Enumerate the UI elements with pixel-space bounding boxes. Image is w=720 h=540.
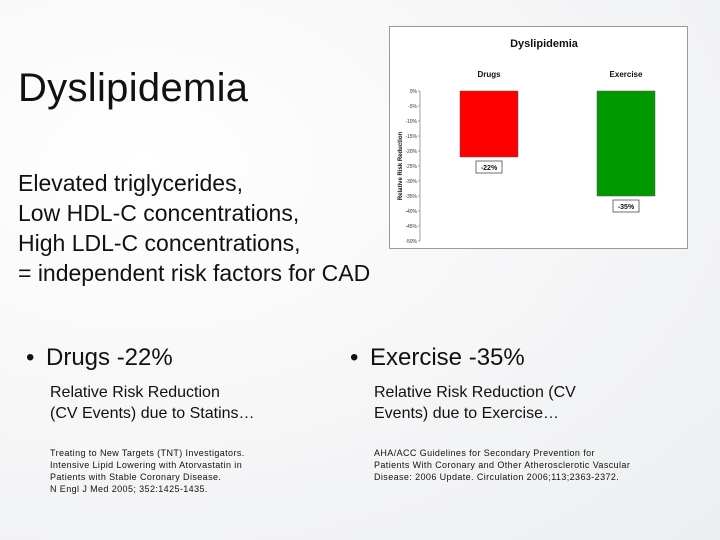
intro-line: High LDL-C concentrations, — [18, 230, 301, 256]
bar — [597, 91, 655, 196]
drugs-column — [26, 344, 326, 495]
bullet-dot: • — [26, 344, 35, 371]
y-axis-label: Relative Risk Reduction — [398, 131, 404, 201]
slide-title: Dyslipidemia — [18, 66, 249, 110]
reference-line: Patients with Stable Coronary Disease. — [50, 472, 222, 482]
description-line: Relative Risk Reduction (CV — [374, 384, 576, 401]
description-line: (CV Events) due to Statins… — [50, 405, 255, 422]
intro-line: Elevated triglycerides, — [18, 170, 243, 196]
y-tick-label: -10% — [405, 118, 417, 125]
y-tick-label: -20% — [405, 148, 417, 155]
intro-line: Low HDL-C concentrations, — [18, 200, 300, 226]
exercise-reference — [374, 447, 690, 483]
category-label: Exercise — [609, 70, 643, 79]
reference-line: N Engl J Med 2005; 352:1425-1435. — [50, 484, 208, 494]
reference-line: Disease: 2006 Update. Circulation 2006;113;2363-2372. — [374, 472, 620, 482]
description-line: Relative Risk Reduction — [50, 384, 220, 401]
y-tick-label: -45% — [405, 223, 417, 230]
intro-line: = independent risk factors for CAD — [18, 260, 371, 286]
reference-line: Intensive Lipid Lowering with Atorvastatin in — [50, 460, 243, 470]
bullet-dot: • — [350, 344, 359, 371]
data-label: -22% — [480, 165, 498, 172]
exercise-bullet-text: Exercise -35% — [370, 344, 525, 371]
bar — [460, 91, 518, 157]
y-tick-label: -50% — [405, 238, 417, 245]
reference-line: AHA/ACC Guidelines for Secondary Prevention for — [374, 448, 595, 458]
y-tick-label: -30% — [405, 178, 417, 185]
category-label: Drugs — [477, 70, 501, 79]
chart-title: Dyslipidemia — [510, 38, 578, 50]
drugs-bullet-text: Drugs -22% — [46, 344, 173, 371]
drugs-reference — [50, 447, 326, 495]
exercise-bullet — [350, 344, 690, 372]
drugs-bullet — [26, 344, 326, 372]
chart-svg — [390, 27, 687, 248]
reference-line: Patients With Coronary and Other Atherosclerotic Vascular — [374, 460, 631, 470]
exercise-description — [374, 382, 690, 424]
y-tick-label: -5% — [408, 103, 417, 110]
y-tick-label: -15% — [405, 133, 417, 140]
description-line: Events) due to Exercise… — [374, 405, 559, 422]
data-label: -35% — [617, 204, 635, 211]
y-tick-label: -25% — [405, 163, 417, 170]
risk-reduction-chart — [389, 26, 688, 249]
y-tick-label: -40% — [405, 208, 417, 215]
exercise-column — [350, 344, 690, 483]
drugs-description — [50, 382, 326, 424]
y-tick-label: 0% — [409, 88, 417, 95]
y-tick-label: -35% — [405, 193, 417, 200]
reference-line: Treating to New Targets (TNT) Investigators. — [50, 448, 245, 458]
